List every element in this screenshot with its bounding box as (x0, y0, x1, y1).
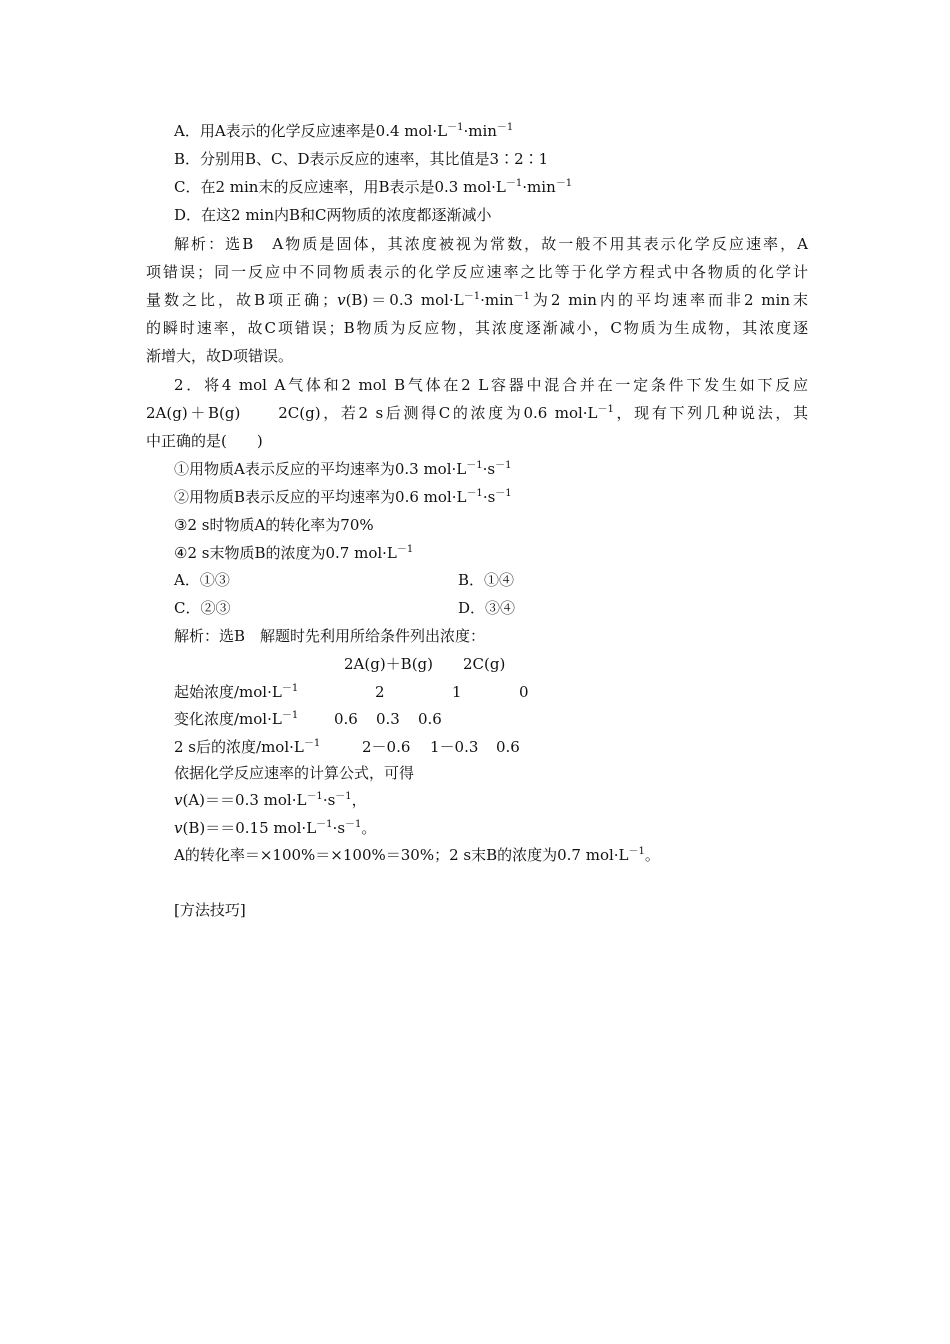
q2-choice-a: A．①③ (174, 571, 230, 589)
q2-analysis-equation: 2A(g)＋B(g) 2C(g) (344, 655, 506, 673)
q1-option-a: A．用A表示的化学反应速率是0.4 $mol\cdot L^{-1}\cdot\min^{-1}$ (174, 122, 514, 140)
q2-statement-4: ④2 s末物质B的浓度为0.7 $mol\cdot L^{-1}$ (174, 544, 414, 562)
row-value: 2－0.6 (362, 738, 411, 756)
q2-statement-3: ③2 s时物质A的转化率为70% (174, 516, 374, 534)
concentration-row-change (174, 709, 298, 729)
concentration-row-initial (174, 682, 298, 702)
row-value: 0 (519, 683, 529, 701)
conversion-line: A的转化率＝×100%＝×100%＝30%；2 s末B的浓度为0.7 $mol\cdot L^{-1}$。 (174, 846, 660, 864)
q2-choice-b: B．①④ (458, 571, 515, 589)
q2-choice-d: D．③④ (458, 599, 516, 617)
row-value: 0.6 (418, 710, 442, 728)
q1-option-c: C．在2 min末的反应速率，用B表示是0.3 $mol\cdot L^{-1}\cdot\min^{-1}$ (174, 178, 573, 196)
concentration-row-after (174, 737, 320, 757)
row-label: 变化浓度$/mol\cdot L^{-1}$ (174, 710, 299, 728)
row-value: 2 (375, 683, 385, 701)
q1-option-d: D．在这2 min内B和C两物质的浓度都逐渐减小 (174, 206, 492, 224)
q2-choice-c: C．②③ (174, 599, 231, 617)
rate-a: v(A)＝＝0.3 $mol\cdot L^{-1}\cdot s^{-1}$， (174, 791, 367, 809)
q2-statement-1: ①用物质A表示反应的平均速率为0.3 $mol\cdot L^{-1}\cdot s^{-1}$ (174, 460, 512, 478)
rate-b: v(B)＝＝0.15 $mol\cdot L^{-1}\cdot s^{-1}$。 (174, 819, 377, 837)
row-value: 0.6 (496, 738, 520, 756)
q2-stem-line-1: 2．将4 mol A气体和2 mol B气体在2 L容器中混合并在一定条件下发生如下反应 (174, 376, 808, 394)
q1-analysis-line-5: 渐增大，故D项错误。 (146, 347, 294, 365)
row-value: 1 (452, 683, 462, 701)
q1-option-b: B．分别用B、C、D表示反应的速率，其比值是3∶2∶1 (174, 150, 549, 168)
q2-analysis-intro: 解析：选B 解题时先利用所给条件列出浓度： (174, 627, 486, 645)
q2-statement-2: ②用物质B表示反应的平均速率为0.6 $mol\cdot L^{-1}\cdot s^{-1}$ (174, 488, 512, 506)
row-value: 0.3 (376, 710, 400, 728)
q1-analysis-line-4: 的瞬时速率，故C项错误；B物质为反应物，其浓度逐渐减小，C物质为生成物，其浓度逐 (146, 319, 808, 337)
row-label: 起始浓度$/mol\cdot L^{-1}$ (174, 683, 299, 701)
q2-stem-line-2: 2A(g)＋B(g) 2C(g)，若2 s后测得C的浓度为0.6 $mol\cdot L^{-1}$，现有下列几种说法，其 (146, 404, 808, 422)
q1-analysis-line-2: 项错误；同一反应中不同物质表示的化学反应速率之比等于化学方程式中各物质的化学计 (146, 263, 808, 281)
q1-analysis-line-1: 解析：选B A物质是固体，其浓度被视为常数，故一般不用其表示化学反应速率，A (174, 235, 808, 253)
q1-analysis-line-3: 量数之比，故B项正确；v(B)＝0.3 $mol\cdot L^{-1}\cdot\min^{-1}$为2 min内的平均速率而非2 min末 (146, 291, 808, 309)
q2-stem-line-3: 中正确的是( ) (146, 432, 263, 450)
row-value: 1－0.3 (430, 738, 479, 756)
row-label: 2 s后的浓度$/mol\cdot L^{-1}$ (174, 738, 321, 756)
method-heading: [方法技巧] (174, 901, 246, 919)
row-value: 0.6 (334, 710, 358, 728)
formula-intro: 依据化学反应速率的计算公式，可得 (174, 764, 415, 782)
